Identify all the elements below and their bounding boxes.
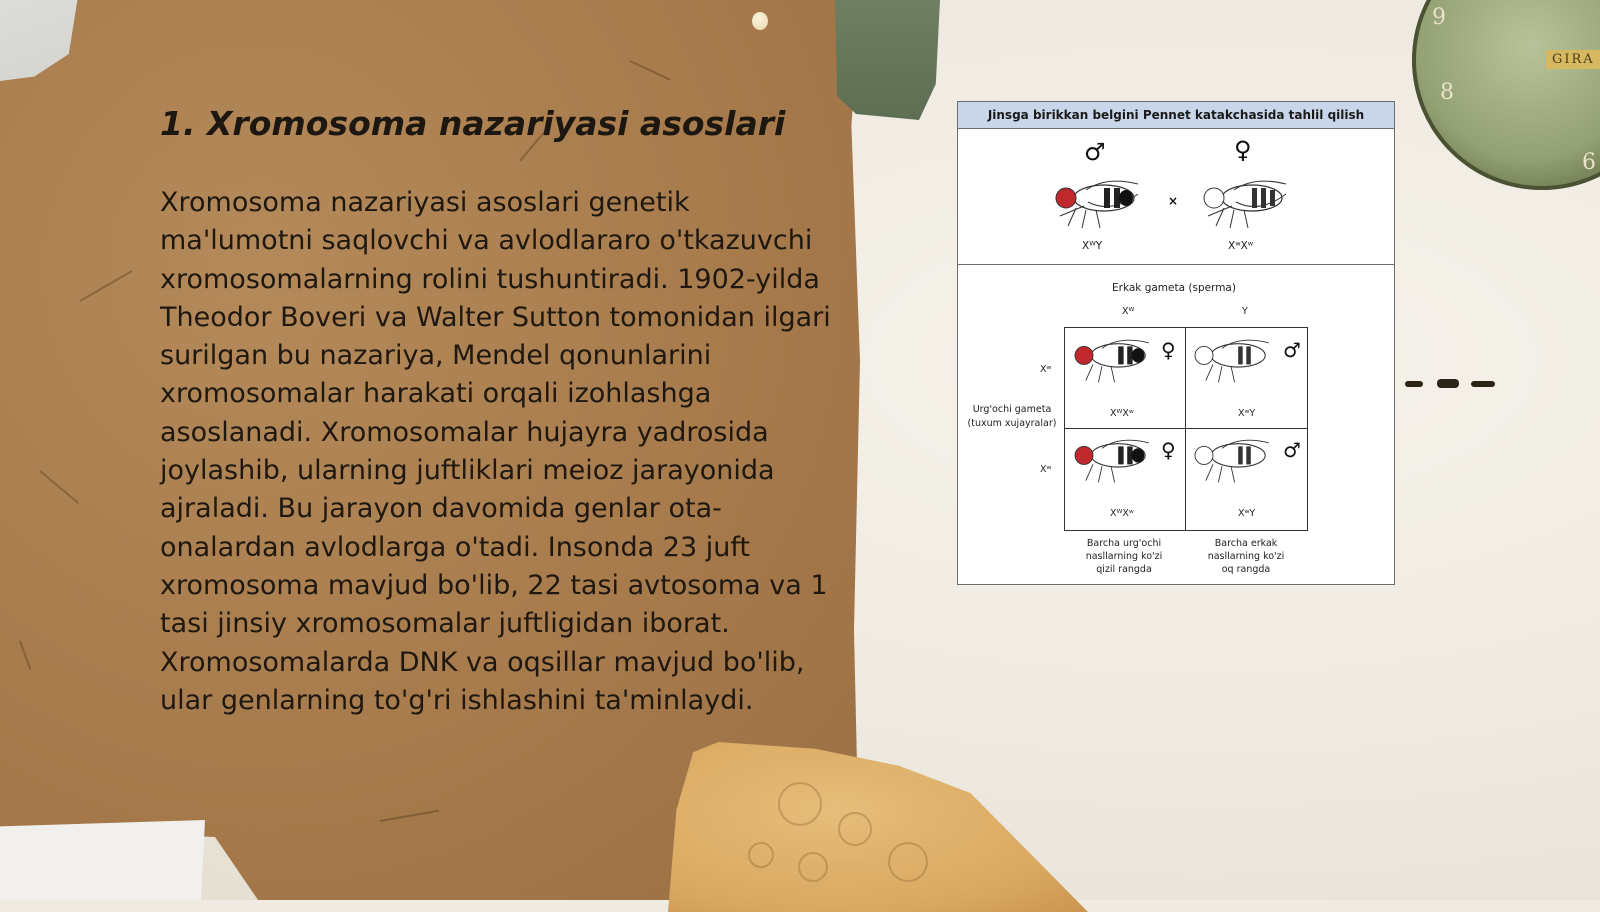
male-parent-genotype: XᵂY [1082, 240, 1103, 252]
female-gamete-label: Urg'ochi gameta [972, 404, 1052, 415]
male-symbol: ♂ [1283, 438, 1301, 462]
white-paper-scrap [0, 820, 205, 900]
female-gamete: Xʷ [1040, 464, 1052, 475]
cell-genotype: XᵂXʷ [1110, 508, 1134, 519]
male-offspring-caption: nasllarning ko'zi [1207, 551, 1285, 562]
fly-parent-male-icon [1046, 170, 1146, 234]
ink-dash-decoration [1405, 378, 1505, 390]
clock-number: 6 [1582, 150, 1596, 175]
female-symbol: ♀ [1161, 438, 1176, 462]
female-gamete-label-sub: (tuxum xujayralar) [967, 418, 1057, 429]
clock-label: GIRA [1546, 50, 1600, 69]
fly-offspring-male-icon [1186, 330, 1276, 388]
male-gamete-label: Erkak gameta (sperma) [1112, 282, 1236, 294]
female-offspring-caption: Barcha urg'ochi [1086, 538, 1162, 549]
female-offspring-caption: qizil rangda [1096, 564, 1152, 575]
female-gamete: Xʷ [1040, 364, 1052, 375]
male-offspring-caption: Barcha erkak [1214, 538, 1278, 549]
fly-parent-female-icon [1194, 170, 1294, 234]
male-gamete: Xᵂ [1122, 306, 1135, 317]
slide-body-text: Xromosoma nazariyasi asoslari genetik ma'lumotni saqlovchi va avlodlararo o'tkazuvchi xromosomalarning rolini tushuntiradi. 1902-yilda Theodor Boveri va Walter Sutton tomonidan ilgari surilgan bu nazariya, Mendel qonunlarini xromosomalar harakati orqali izohlashga asoslanadi. Xromosomalar hujayra yadrosida joylashib, ularning juftliklari meioz jarayonida ajraladi. Bu jarayon davomida genlar ota-onalardan avlodlarga o'tadi. Insonda 23 juft xromosoma mavjud bo'lib, 22 tasi avtosoma va 1 tasi jinsiy xromosomalar juftligidan iborat. Xromosomalarda DNK va oqsillar mavjud bo'lib, ular genlarning to'g'ri ishlashini ta'minlaydi. [160, 187, 831, 716]
fly-offspring-male-icon [1186, 430, 1276, 488]
green-tape [835, 0, 940, 120]
cross-symbol: × [1168, 194, 1179, 208]
fly-offspring-female-icon [1066, 330, 1156, 388]
pin-dot [752, 12, 768, 30]
fly-offspring-female-icon [1066, 430, 1156, 488]
female-offspring-caption: nasllarning ko'zi [1085, 551, 1163, 562]
male-offspring-caption: oq rangda [1221, 564, 1271, 575]
male-symbol: ♂ [1283, 338, 1301, 362]
clock-number: 8 [1440, 80, 1454, 105]
female-symbol: ♀ [1161, 338, 1176, 362]
slide-title: 1. Xromosoma nazariyasi asoslari [160, 104, 786, 143]
cell-genotype: XᵂXʷ [1110, 408, 1134, 419]
figure-header: Jinsga birikkan belgini Pennet katakchasida tahlil qilish [958, 102, 1394, 129]
cell-genotype: XʷY [1238, 408, 1256, 419]
cell-genotype: XʷY [1238, 508, 1256, 519]
female-parent-genotype: XʷXʷ [1228, 240, 1254, 252]
figure-divider [958, 264, 1394, 265]
male-symbol: ♂ [1084, 138, 1106, 166]
clock-number: 9 [1432, 5, 1446, 30]
punnett-square-figure [957, 101, 1395, 585]
female-symbol: ♀ [1234, 136, 1252, 164]
male-gamete: Y [1242, 306, 1248, 317]
